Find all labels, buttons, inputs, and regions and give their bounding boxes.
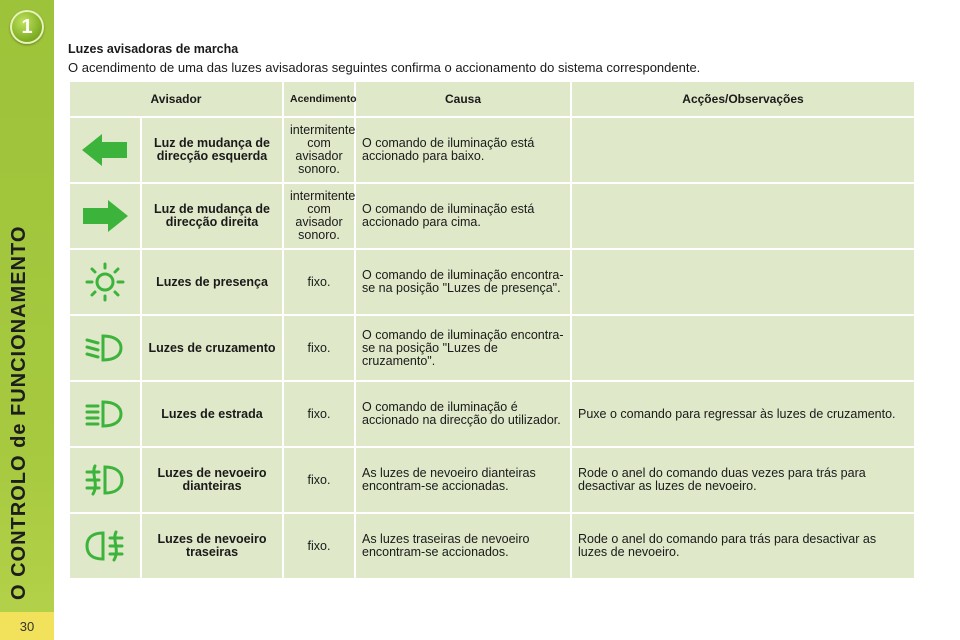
sidelights-icon bbox=[69, 249, 141, 315]
action-text bbox=[571, 315, 915, 381]
lighting-value: fixo. bbox=[283, 249, 355, 315]
right-arrow-icon bbox=[69, 183, 141, 249]
lighting-value: fixo. bbox=[283, 315, 355, 381]
table-row bbox=[69, 183, 915, 249]
lighting-value: fixo. bbox=[283, 381, 355, 447]
left-arrow-icon bbox=[69, 117, 141, 183]
table-row bbox=[69, 447, 915, 513]
header-warning: Avisador bbox=[69, 81, 283, 117]
warning-name: Luz de mudança de direcção direita bbox=[141, 183, 283, 249]
table-row bbox=[69, 381, 915, 447]
header-actions: Acções/Observações bbox=[571, 81, 915, 117]
sidebar bbox=[0, 0, 54, 640]
warning-lights-table bbox=[68, 80, 916, 580]
cause-text: As luzes traseiras de nevoeiro encontram-se accionados. bbox=[355, 513, 571, 579]
page-number: 30 bbox=[0, 612, 54, 640]
lighting-value: intermitente com avisador sonoro. bbox=[283, 183, 355, 249]
cause-text: O comando de iluminação é accionado na direcção do utilizador. bbox=[355, 381, 571, 447]
action-text: Rode o anel do comando para trás para desactivar as luzes de nevoeiro. bbox=[571, 513, 915, 579]
action-text bbox=[571, 183, 915, 249]
action-text: Rode o anel do comando duas vezes para trás para desactivar as luzes de nevoeiro. bbox=[571, 447, 915, 513]
lighting-value: intermitente com avisador sonoro. bbox=[283, 117, 355, 183]
front-fog-icon bbox=[69, 447, 141, 513]
table-row bbox=[69, 249, 915, 315]
section-intro: O acendimento de uma das luzes avisadoras seguintes confirma o accionamento do sistema correspondente. bbox=[68, 60, 701, 75]
dipped-beam-icon bbox=[69, 315, 141, 381]
table-row bbox=[69, 315, 915, 381]
table-row bbox=[69, 117, 915, 183]
chapter-badge: 1 bbox=[10, 10, 44, 44]
cause-text: O comando de iluminação encontra-se na posição "Luzes de cruzamento". bbox=[355, 315, 571, 381]
lighting-value: fixo. bbox=[283, 447, 355, 513]
cause-text: O comando de iluminação está accionado para baixo. bbox=[355, 117, 571, 183]
cause-text: O comando de iluminação está accionado para cima. bbox=[355, 183, 571, 249]
warning-name: Luzes de estrada bbox=[141, 381, 283, 447]
cause-text: O comando de iluminação encontra-se na posição "Luzes de presença". bbox=[355, 249, 571, 315]
lighting-value: fixo. bbox=[283, 513, 355, 579]
warning-name: Luzes de presença bbox=[141, 249, 283, 315]
warning-name: Luzes de nevoeiro dianteiras bbox=[141, 447, 283, 513]
rear-fog-icon bbox=[69, 513, 141, 579]
warning-name: Luzes de nevoeiro traseiras bbox=[141, 513, 283, 579]
action-text bbox=[571, 117, 915, 183]
chapter-title: O CONTROLO de FUNCIONAMENTO bbox=[8, 225, 30, 600]
action-text bbox=[571, 249, 915, 315]
table-header-row bbox=[69, 81, 915, 117]
header-lighting: Acendimento bbox=[283, 81, 355, 117]
cause-text: As luzes de nevoeiro dianteiras encontram-se accionadas. bbox=[355, 447, 571, 513]
warning-name: Luz de mudança de direcção esquerda bbox=[141, 117, 283, 183]
section-heading: Luzes avisadoras de marcha bbox=[68, 42, 239, 56]
main-beam-icon bbox=[69, 381, 141, 447]
header-cause: Causa bbox=[355, 81, 571, 117]
table-row bbox=[69, 513, 915, 579]
action-text: Puxe o comando para regressar às luzes de cruzamento. bbox=[571, 381, 915, 447]
warning-name: Luzes de cruzamento bbox=[141, 315, 283, 381]
